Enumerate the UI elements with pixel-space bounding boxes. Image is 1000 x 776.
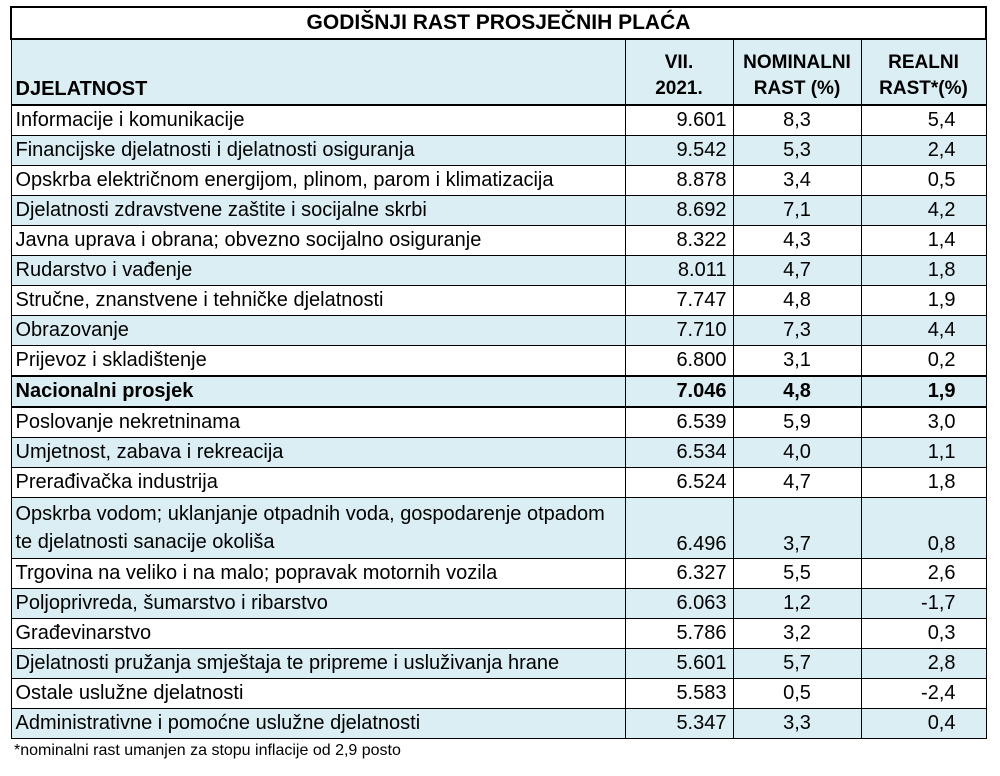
nominal-growth-cell: 7,3	[733, 316, 861, 346]
salary-cell: 6.063	[625, 589, 733, 619]
real-growth-cell: 0,8	[861, 498, 986, 559]
table-row	[11, 709, 986, 739]
activity-cell: Poslovanje nekretninama	[11, 407, 625, 438]
nominal-growth-cell: 0,5	[733, 679, 861, 709]
real-growth-cell: -2,4	[861, 679, 986, 709]
activity-cell: Financijske djelatnosti i djelatnosti osiguranja	[11, 136, 625, 166]
activity-cell: Djelatnosti zdravstvene zaštite i socijalne skrbi	[11, 196, 625, 226]
salary-cell: 8.322	[625, 226, 733, 256]
real-growth-cell: -1,7	[861, 589, 986, 619]
header-salary	[625, 39, 733, 105]
activity-cell: Javna uprava i obrana; obvezno socijalno osiguranje	[11, 226, 625, 256]
nominal-growth-cell: 3,2	[733, 619, 861, 649]
table-row	[11, 105, 986, 136]
nominal-growth-cell: 5,5	[733, 559, 861, 589]
table-row	[11, 166, 986, 196]
table-row	[11, 136, 986, 166]
real-growth-cell: 1,4	[861, 226, 986, 256]
salary-cell: 6.327	[625, 559, 733, 589]
real-growth-cell: 1,8	[861, 468, 986, 498]
nominal-growth-cell: 1,2	[733, 589, 861, 619]
nominal-growth-cell: 3,3	[733, 709, 861, 739]
real-growth-cell: 5,4	[861, 105, 986, 136]
header-nominal	[733, 39, 861, 105]
salary-cell: 6.534	[625, 438, 733, 468]
nominal-growth-cell: 4,7	[733, 468, 861, 498]
table-row	[11, 559, 986, 589]
activity-cell: Umjetnost, zabava i rekreacija	[11, 438, 625, 468]
activity-cell: Obrazovanje	[11, 316, 625, 346]
table-row	[11, 649, 986, 679]
real-growth-cell: 0,2	[861, 346, 986, 377]
nominal-growth-cell: 8,3	[733, 105, 861, 136]
header-real-line1: REALNI	[888, 52, 959, 73]
header-nominal-line1: NOMINALNI	[743, 52, 851, 73]
real-growth-cell: 4,4	[861, 316, 986, 346]
salary-cell: 5.583	[625, 679, 733, 709]
nominal-growth-cell: 4,0	[733, 438, 861, 468]
nominal-growth-cell: 7,1	[733, 196, 861, 226]
table-row	[11, 256, 986, 286]
header-salary-line1: VII.	[664, 52, 694, 73]
table-row	[11, 679, 986, 709]
header-activity: DJELATNOST	[11, 39, 625, 105]
salary-cell: 9.601	[625, 105, 733, 136]
real-growth-cell: 2,6	[861, 559, 986, 589]
activity-cell: Opskrba vodom; uklanjanje otpadnih voda, gospodarenje otpadom te djelatnosti sanacije okoliša	[11, 498, 625, 559]
real-growth-cell: 1,9	[861, 376, 986, 407]
table-row	[11, 196, 986, 226]
salary-cell: 8.878	[625, 166, 733, 196]
real-growth-cell: 1,1	[861, 438, 986, 468]
real-growth-cell: 2,4	[861, 136, 986, 166]
salary-cell: 7.747	[625, 286, 733, 316]
real-growth-cell: 3,0	[861, 407, 986, 438]
salary-cell: 6.524	[625, 468, 733, 498]
table-row	[11, 619, 986, 649]
salary-table-sheet	[10, 6, 987, 739]
activity-cell: Ostale uslužne djelatnosti	[11, 679, 625, 709]
salary-cell: 6.539	[625, 407, 733, 438]
nominal-growth-cell: 5,9	[733, 407, 861, 438]
header-real	[861, 39, 986, 105]
nominal-growth-cell: 4,8	[733, 286, 861, 316]
salary-cell: 5.347	[625, 709, 733, 739]
activity-cell: Informacije i komunikacije	[11, 105, 625, 136]
nominal-growth-cell: 5,7	[733, 649, 861, 679]
real-growth-cell: 1,9	[861, 286, 986, 316]
activity-cell: Nacionalni prosjek	[11, 376, 625, 407]
table-row	[11, 226, 986, 256]
salary-growth-table	[10, 6, 987, 739]
activity-cell: Administrativne i pomoćne uslužne djelatnosti	[11, 709, 625, 739]
table-row	[11, 407, 986, 438]
activity-cell: Djelatnosti pružanja smještaja te pripreme i usluživanja hrane	[11, 649, 625, 679]
salary-cell: 7.710	[625, 316, 733, 346]
header-nominal-line2: RAST (%)	[753, 78, 841, 99]
activity-cell: Prijevoz i skladištenje	[11, 346, 625, 377]
nominal-growth-cell: 3,1	[733, 346, 861, 377]
table-row	[11, 498, 986, 559]
salary-cell: 6.800	[625, 346, 733, 377]
nominal-growth-cell: 5,3	[733, 136, 861, 166]
activity-cell: Stručne, znanstvene i tehničke djelatnosti	[11, 286, 625, 316]
table-title: GODIŠNJI RAST PROSJEČNIH PLAĆA	[11, 7, 986, 39]
table-row	[11, 346, 986, 377]
salary-cell: 6.496	[625, 498, 733, 559]
activity-cell: Poljoprivreda, šumarstvo i ribarstvo	[11, 589, 625, 619]
table-row	[11, 589, 986, 619]
salary-cell: 9.542	[625, 136, 733, 166]
nominal-growth-cell: 4,7	[733, 256, 861, 286]
activity-cell: Rudarstvo i vađenje	[11, 256, 625, 286]
activity-cell: Opskrba električnom energijom, plinom, parom i klimatizacija	[11, 166, 625, 196]
salary-cell: 5.601	[625, 649, 733, 679]
activity-cell: Građevinarstvo	[11, 619, 625, 649]
table-title-row	[11, 7, 986, 39]
footnote: *nominalni rast umanjen za stopu inflacije od 2,9 posto	[14, 742, 401, 759]
real-growth-cell: 0,5	[861, 166, 986, 196]
salary-cell: 8.692	[625, 196, 733, 226]
nominal-growth-cell: 4,3	[733, 226, 861, 256]
salary-cell: 8.011	[625, 256, 733, 286]
national-average-row	[11, 376, 986, 407]
table-header-row	[11, 39, 986, 105]
header-real-line2: RAST*(%)	[879, 78, 968, 99]
real-growth-cell: 0,4	[861, 709, 986, 739]
real-growth-cell: 1,8	[861, 256, 986, 286]
activity-cell: Prerađivačka industrija	[11, 468, 625, 498]
nominal-growth-cell: 3,7	[733, 498, 861, 559]
table-row	[11, 286, 986, 316]
salary-cell: 7.046	[625, 376, 733, 407]
real-growth-cell: 4,2	[861, 196, 986, 226]
table-row	[11, 438, 986, 468]
salary-cell: 5.786	[625, 619, 733, 649]
header-salary-line2: 2021.	[655, 78, 703, 99]
table-row	[11, 316, 986, 346]
activity-cell: Trgovina na veliko i na malo; popravak motornih vozila	[11, 559, 625, 589]
table-row	[11, 468, 986, 498]
nominal-growth-cell: 4,8	[733, 376, 861, 407]
nominal-growth-cell: 3,4	[733, 166, 861, 196]
real-growth-cell: 2,8	[861, 649, 986, 679]
real-growth-cell: 0,3	[861, 619, 986, 649]
